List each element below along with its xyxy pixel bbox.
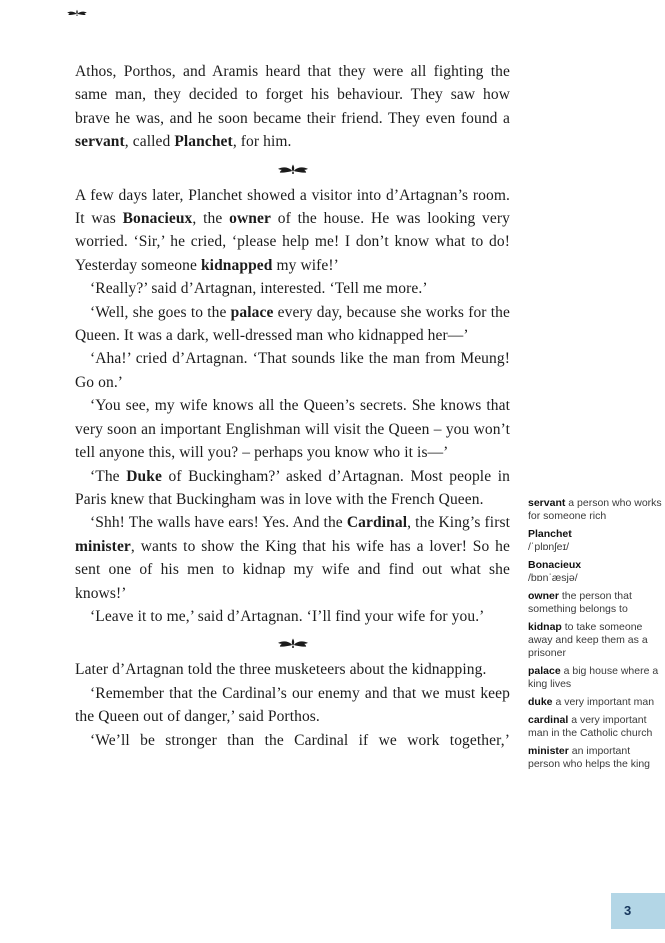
story-paragraph bbox=[75, 729, 510, 752]
glossary-term: palace bbox=[528, 665, 561, 677]
story-paragraph bbox=[75, 277, 510, 300]
story-text-segment: every day, because she works for the Queen. It was a dark, well-dressed man who kidnapped her—’ bbox=[75, 303, 510, 345]
glossary-term: Bonacieux bbox=[528, 559, 582, 571]
glossary-term: cardinal bbox=[528, 714, 569, 726]
story-paragraph bbox=[75, 347, 510, 394]
glossary bbox=[528, 497, 663, 776]
glossary-definition: /ˈplɒnʃeɪ/ bbox=[528, 541, 570, 553]
glossary-term: Planchet bbox=[528, 528, 572, 540]
story-text-segment: my wife!’ bbox=[272, 256, 339, 274]
story-text-segment: , for him. bbox=[232, 133, 292, 151]
story-text-segment: ‘The bbox=[90, 467, 127, 485]
glossary-definition: /bɒnˈæsjə/ bbox=[528, 572, 578, 584]
glossary-entry bbox=[528, 559, 663, 585]
glossary-definition: a very important man in the Catholic church bbox=[528, 714, 653, 739]
glossary-entry bbox=[528, 497, 663, 523]
story-paragraph bbox=[75, 394, 510, 464]
story-text-segment: ‘You see, my wife knows all the Queen’s secrets. She knows that very soon an important Englishman will visit the Queen – you won’t tell anyone this, will you? – perhaps you know who it is—’ bbox=[75, 397, 510, 462]
story-text-segment: Later d’Artagnan told the three musketeers about the kidnapping. bbox=[75, 661, 487, 679]
story-paragraph bbox=[75, 301, 510, 348]
story-text-segment: ‘Leave it to me,’ said d’Artagnan. ‘I’ll find your wife for you.’ bbox=[90, 607, 485, 625]
story-text-segment: , wants to show the King that his wife has a lover! So he sent one of his men to kidnap my wife and find out what she knows!’ bbox=[75, 537, 510, 602]
glossary-term: duke bbox=[528, 696, 553, 708]
glossary-definition: a person who works for someone rich bbox=[528, 497, 662, 522]
story-bold-term: Duke bbox=[126, 467, 162, 485]
story-text-segment: Athos, Porthos, and Aramis heard that they were all fighting the same man, they decided to forget his behaviour. They saw how brave he was, and he soon became their friend. They even found a bbox=[75, 63, 510, 127]
story-bold-term: servant bbox=[75, 133, 125, 151]
story-paragraph bbox=[75, 60, 510, 154]
glossary-entry bbox=[528, 714, 663, 740]
fleuron-separator-icon bbox=[273, 635, 313, 652]
glossary-definition: a very important man bbox=[555, 696, 655, 708]
story-bold-term: palace bbox=[230, 303, 274, 321]
glossary-entry bbox=[528, 528, 663, 554]
story-text-segment: ‘Well, she goes to the bbox=[90, 303, 231, 321]
glossary-term: owner bbox=[528, 590, 559, 602]
glossary-entry bbox=[528, 696, 663, 709]
story-text-segment: , called bbox=[124, 133, 175, 151]
story-text-segment: ‘Aha!’ cried d’Artagnan. ‘That sounds like the man from Meung! Go on.’ bbox=[75, 350, 510, 391]
glossary-entry bbox=[528, 665, 663, 691]
story-text-segment: ‘Remember that the Cardinal’s our enemy and that we must keep the Queen out of danger,’ said Porthos. bbox=[75, 684, 510, 726]
glossary-definition: a big house where a king lives bbox=[528, 665, 659, 690]
story-paragraph bbox=[75, 511, 510, 605]
story-text-segment: ‘We’ll be stronger than the Cardinal if we work together,’ bbox=[90, 731, 510, 749]
story-bold-term: Planchet bbox=[174, 133, 233, 151]
story-paragraph bbox=[75, 682, 510, 729]
glossary-entry bbox=[528, 590, 663, 616]
story-paragraph bbox=[75, 465, 510, 512]
story-bold-term: Cardinal bbox=[346, 514, 408, 532]
story-text-segment: of Buckingham?’ asked d’Artagnan. Most people in Paris knew that Buckingham was in love with the French Queen. bbox=[75, 467, 510, 508]
story-bold-term: Bonacieux bbox=[122, 210, 193, 228]
glossary-definition: to take someone away and keep them as a prisoner bbox=[528, 621, 648, 659]
story-text-segment: ‘Shh! The walls have ears! Yes. And the bbox=[90, 514, 347, 532]
story-bold-term: minister bbox=[75, 537, 131, 555]
story-paragraph bbox=[75, 658, 510, 681]
glossary-definition: an important person who helps the king bbox=[528, 745, 650, 770]
fleuron-separator-icon bbox=[273, 161, 313, 178]
story-bold-term: kidnapped bbox=[200, 256, 273, 274]
page-number-box bbox=[611, 893, 665, 929]
story-text-segment: , the bbox=[192, 210, 230, 228]
page-number: 3 bbox=[624, 903, 632, 918]
glossary-definition: the person that something belongs to bbox=[528, 590, 632, 615]
story-bold-term: owner bbox=[229, 210, 271, 228]
glossary-entry bbox=[528, 621, 663, 660]
glossary-entry bbox=[528, 745, 663, 771]
story-text bbox=[75, 60, 510, 752]
story-paragraph bbox=[75, 605, 510, 628]
story-text-segment: of the house. He was looking very worried. ‘Sir,’ he cried, ‘please help me! I don’t know what to do! Yesterday someone bbox=[75, 210, 510, 274]
glossary-term: kidnap bbox=[528, 621, 562, 633]
story-text-segment: , the King’s first bbox=[407, 514, 511, 532]
story-paragraph bbox=[75, 184, 510, 278]
story-text-segment: ‘Really?’ said d’Artagnan, interested. ‘Tell me more.’ bbox=[90, 280, 428, 298]
glossary-term: minister bbox=[528, 745, 569, 757]
glossary-term: servant bbox=[528, 497, 566, 509]
story-text-segment: A few days later, Planchet showed a visitor into d’Artagnan’s room. It was bbox=[75, 186, 510, 228]
fleuron-top-ornament-icon bbox=[64, 6, 90, 20]
